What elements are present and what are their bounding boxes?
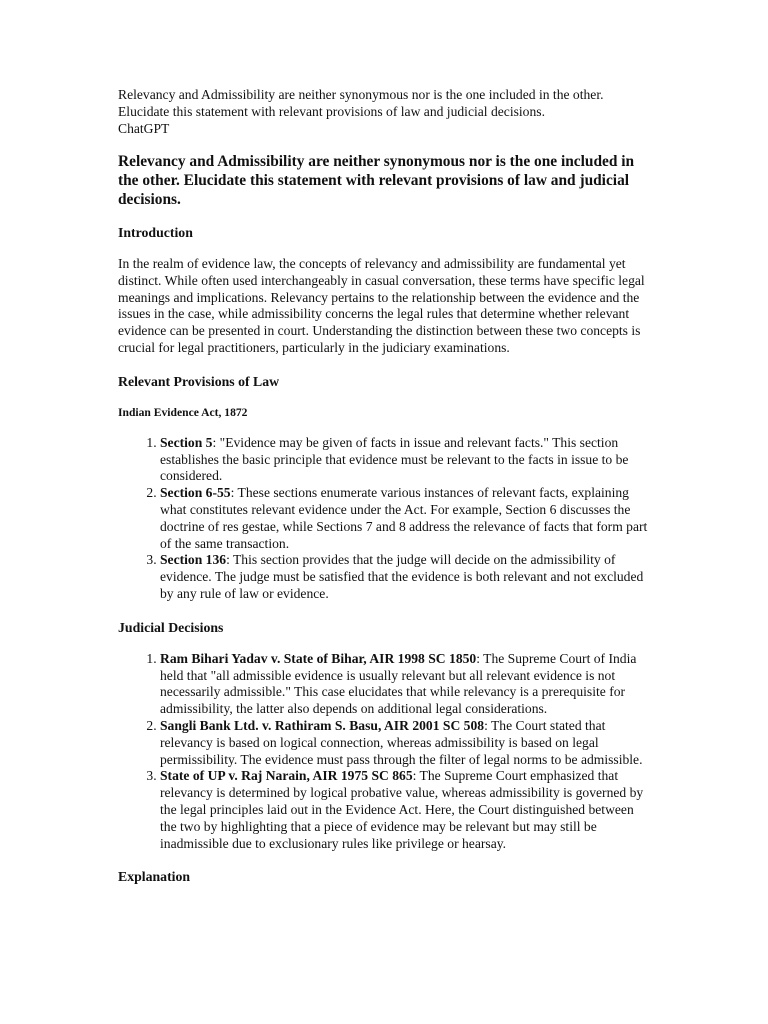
case-text: : The Court stated that relevancy is based on logical connection, whereas admissibility is based on legal permissibility. The evidence must pass through the filter of legal norms to be admissible. [160,717,643,767]
decisions-heading: Judicial Decisions [118,619,224,635]
case-citation: State of UP v. Raj Narain, AIR 1975 SC 865 [160,768,413,784]
source-label: ChatGPT [118,121,170,136]
section-text: : These sections enumerate various instances of relevant facts, explaining what constitutes relevant evidence under the Act. For example, Section 6 discusses the doctrine of res gestae, while Sections 7 and 8 address the relevance of facts that form part of the same transaction. [160,485,648,551]
list-item [160,485,650,552]
introduction-paragraph: In the realm of evidence law, the concepts of relevancy and admissibility are fundamental yet distinct. While often used interchangeably in casual conversation, these terms have specific legal meanings and implications. Relevancy pertains to the relationship between the evidence and the issues in the case, while admissibility concerns the legal rules that determine whether relevant evidence can be presented in court. Understanding the distinction between these two concepts is crucial for legal practitioners, particularly in the judiciary examinations. [118,256,645,355]
section-text: : This section provides that the judge will decide on the admissibility of evidence. The judge must be satisfied that the evidence is both relevant and not excluded by any rule of law or evidence. [160,552,644,601]
case-citation: Sangli Bank Ltd. v. Rathiram S. Basu, AIR 2001 SC 508 [160,717,485,733]
section-label: Section 5 [160,434,213,450]
section-text: : "Evidence may be given of facts in issue and relevant facts." This section establishes the basic principle that evidence must be relevant to the facts in issue to be considered. [160,434,629,484]
decisions-list [118,651,650,853]
case-text: : The Supreme Court of India held that "all admissible evidence is usually relevant but all relevant evidence is not necessarily admissible." This case elucidates that while relevancy is a prerequisite for admissibility, the latter also depends on additional legal considerations. [160,650,637,717]
prompt-line-2: Elucidate this statement with relevant provisions of law and judicial decisions. [118,104,545,119]
prompt-line-1: Relevancy and Admissibility are neither synonymous nor is the one included in the other. [118,87,604,102]
provisions-heading: Relevant Provisions of Law [118,373,280,389]
explanation-heading: Explanation [118,869,191,885]
section-label: Section 6-55 [160,485,231,501]
document-page [118,86,650,900]
list-item [160,718,650,768]
document-title: Relevancy and Admissibility are neither synonymous nor is the one included in the other. Elucidate this statement with relevant provisions of law and judicial decisions. [118,153,635,208]
provisions-list [118,435,650,603]
list-item [160,552,650,602]
case-text: : The Supreme Court emphasized that relevancy is determined by logical probative value, whereas admissibility is governed by the legal principles laid out in the Evidence Act. Here, the Court distinguished between the two by highlighting that a piece of evidence may be relevant but may still be inadmissible due to exclusionary rules like privilege or hearsay. [160,768,644,851]
provisions-subheading: Indian Evidence Act, 1872 [118,405,248,419]
section-label: Section 136 [160,552,227,568]
introduction-heading: Introduction [118,225,193,240]
list-item [160,435,650,485]
list-item [160,768,650,852]
list-item [160,651,650,718]
case-citation: Ram Bihari Yadav v. State of Bihar, AIR 1998 SC 1850 [160,650,477,666]
